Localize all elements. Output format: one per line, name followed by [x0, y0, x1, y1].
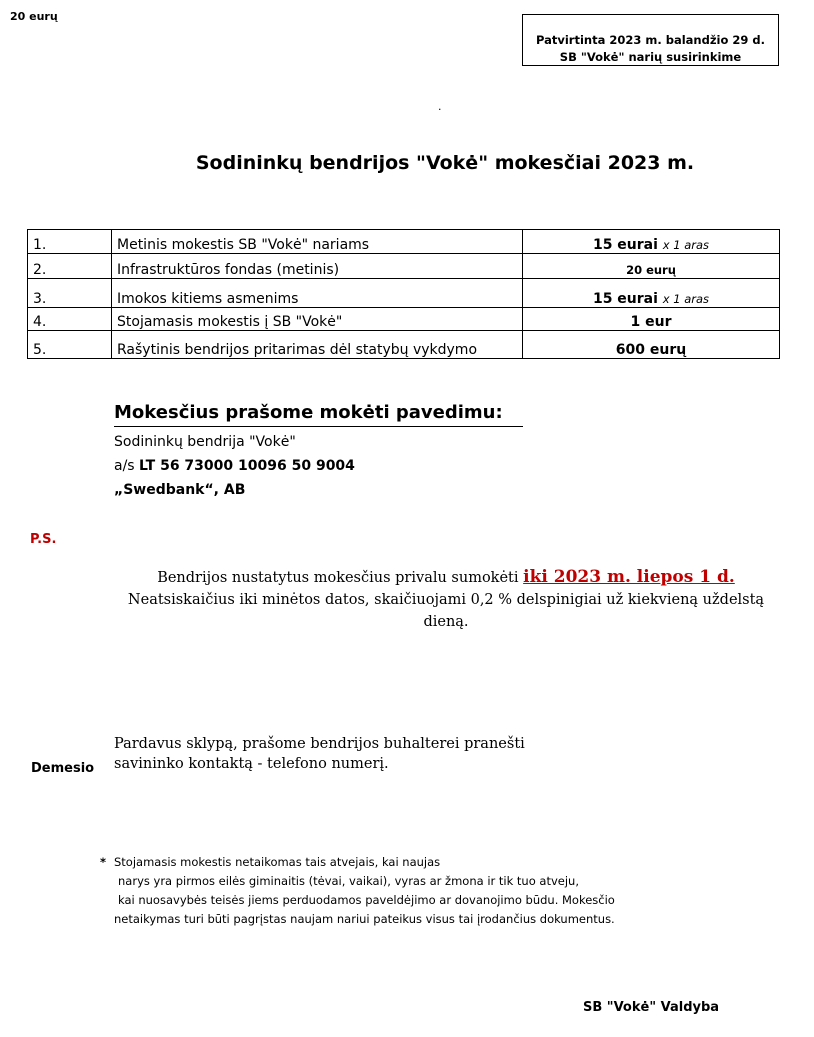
- ps-text-start: Bendrijos nustatytus mokesčius privalu sumokėti: [157, 570, 524, 586]
- footnote-star: *: [100, 855, 107, 869]
- amount-value: 15 eurai: [592, 291, 658, 307]
- payment-recipient: Sodininkų bendrija "Vokė": [114, 434, 296, 450]
- footnote-line-3: kai nuosavybės teisės jiems perduodamos paveldėjimo ar dovanojimo būdu. Mokesčio: [118, 893, 615, 907]
- attention-label: Demesio: [31, 761, 95, 776]
- account-prefix: a/s: [114, 458, 140, 474]
- ps-text: [108, 566, 784, 633]
- stray-dot: .: [438, 100, 442, 113]
- ps-deadline: iki 2023 m. liepos 1 d.: [523, 567, 735, 587]
- attention-line-1: Pardavus sklypą, prašome bendrijos buhalterei pranešti: [114, 736, 525, 752]
- row-number: 2.: [28, 254, 112, 279]
- payment-heading: Mokesčius prašome mokėti pavedimu:: [114, 402, 523, 427]
- amount-unit: x 1 aras: [662, 292, 710, 306]
- row-description: Rašytinis bendrijos pritarimas dėl statybų vykdymo: [112, 331, 523, 359]
- footnote-line-2: narys yra pirmos eilės giminaitis (tėvai, vaikai), vyras ar žmona ir tik tuo atveju,: [118, 874, 579, 888]
- row-number: 4.: [28, 308, 112, 331]
- approval-line-1: Patvirtinta 2023 m. balandžio 29 d.: [535, 33, 765, 47]
- ps-text-end: Neatsiskaičius iki minėtos datos, skaičiuojami 0,2 % delspinigiai už kiekvieną uždelstą dieną.: [127, 592, 765, 630]
- amount-unit: x 1 aras: [662, 238, 710, 252]
- payment-account-line: [114, 458, 355, 474]
- table-row: [28, 331, 780, 359]
- footnote-line-4: netaikymas turi būti pagrįstas naujam nariui pateikus visus tai įrodančius dokumentus.: [114, 912, 615, 926]
- row-number: 5.: [28, 331, 112, 359]
- table-row: [28, 230, 780, 254]
- attention-line-2: savininko kontaktą - telefono numerį.: [114, 756, 389, 772]
- account-number: LT 56 73000 10096 50 9004: [139, 458, 355, 474]
- row-amount: [523, 230, 780, 254]
- attention-text: [114, 734, 534, 774]
- row-description: Metinis mokestis SB "Vokė" nariams: [112, 230, 523, 254]
- approval-box: [522, 14, 779, 66]
- footnote: [100, 853, 615, 929]
- table-row: [28, 279, 780, 308]
- corner-note: 20 eurų: [10, 10, 58, 23]
- approval-line-2: SB "Vokė" narių susirinkime: [559, 50, 742, 64]
- fees-table: [27, 229, 780, 359]
- footnote-line-1: [100, 853, 615, 872]
- row-amount: [523, 279, 780, 308]
- payment-bank: „Swedbank“, AB: [114, 482, 246, 498]
- page-title: Sodininkų bendrijos "Vokė" mokesčiai 2023 m.: [195, 152, 695, 174]
- table-row: [28, 308, 780, 331]
- amount-value: 15 eurai: [592, 237, 658, 253]
- row-amount: [523, 254, 780, 279]
- row-amount: [523, 308, 780, 331]
- ps-label: P.S.: [30, 532, 57, 547]
- row-number: 1.: [28, 230, 112, 254]
- amount-value: 600 eurų: [615, 342, 687, 358]
- footnote-line-1-text: Stojamasis mokestis netaikomas tais atvejais, kai naujas: [114, 855, 441, 869]
- row-description: Stojamasis mokestis į SB "Vokė": [112, 308, 523, 331]
- table-row: [28, 254, 780, 279]
- row-description: Imokos kitiems asmenims: [112, 279, 523, 308]
- row-number: 3.: [28, 279, 112, 308]
- amount-value: 1 eur: [630, 314, 672, 330]
- board-signature: SB "Vokė" Valdyba: [583, 1000, 720, 1015]
- row-amount: [523, 331, 780, 359]
- amount-value: 20 eurų: [626, 263, 676, 277]
- row-description: Infrastruktūros fondas (metinis): [112, 254, 523, 279]
